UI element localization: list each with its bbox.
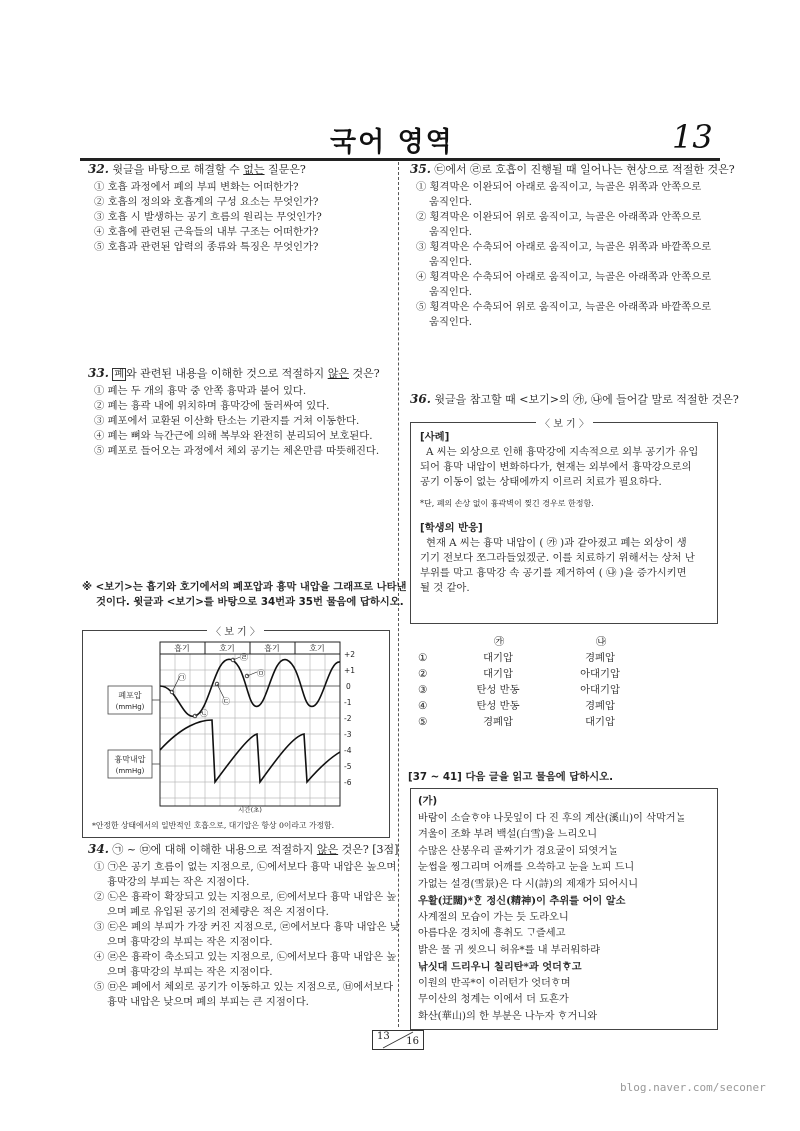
page-counter: 13 16: [372, 1030, 424, 1050]
poem-line: 바람이 소슬ᄒᆞ야 나뭇잎이 다 진 후의 계산(溪山)이 삭막거ᄂᆞᆯ: [418, 812, 686, 824]
pleural-unit: (mmHg): [115, 767, 145, 775]
option[interactable]: ⑤ 횡격막은 수축되어 위로 움직이고, 늑골은 아래쪽과 바깥쪽으로 움직인다.: [416, 301, 712, 328]
case-title: [사례]: [420, 431, 450, 443]
poem-line: 무이산의 청계는 이에서 더 됴흔가: [418, 994, 569, 1005]
point-label: ㉣: [240, 653, 248, 662]
bogi-box-label: 〈 보 기 〉: [536, 415, 593, 430]
option[interactable]: ④ 횡격막은 수축되어 아래로 움직이고, 늑골은 아래쪽과 안쪽으로 움직인다.: [416, 271, 712, 298]
option[interactable]: ④ 호흡에 관련된 근육들의 내부 구조는 어떠한가?: [94, 226, 319, 238]
poem-line: 화산(華山)의 한 부분은 나누자 ᄒᆞ거니와: [418, 1010, 598, 1022]
question-36-number: 36.: [410, 392, 431, 406]
option[interactable]: ③ 횡격막은 수축되어 아래로 움직이고, 늑골은 위쪽과 바깥쪽으로 움직인다.: [416, 241, 712, 268]
table-row[interactable]: ② 대기압 아대기압: [418, 668, 620, 680]
graph-footnote: *안정한 상태에서의 일반적인 호흡으로, 대기압은 항상 0이라고 가정함.: [92, 821, 335, 830]
case-note: *단, 폐의 손상 없이 흉곽벽이 찢긴 경우로 한정함.: [420, 499, 594, 508]
passage-content: [418, 794, 714, 1025]
passage-heading: [37 ~ 41] 다음 글을 읽고 물음에 답하시오.: [408, 771, 614, 783]
option[interactable]: ② 횡격막은 이완되어 위로 움직이고, 늑골은 아래쪽과 안쪽으로 움직인다.: [416, 211, 702, 238]
question-32-options: [94, 180, 322, 255]
response-title: [학생의 반응]: [420, 522, 483, 534]
question-32-stem: 32. 윗글을 바탕으로 해결할 수 없는 질문은?: [88, 162, 306, 176]
subject-title: 국어 영역: [330, 127, 454, 158]
table-header: ㉮ ㉯: [494, 636, 607, 648]
graph-box-label: 〈 보 기 〉: [207, 623, 264, 638]
y-tick: -4: [344, 746, 352, 755]
option[interactable]: ③ ㉢은 폐의 부피가 가장 커진 지점으로, ㉣에서보다 흉막 내압은 낮 으며 흉막강의 부피는 작은 지점이다.: [94, 921, 400, 948]
point-label: ㉤: [257, 669, 265, 678]
point-callouts: [172, 657, 257, 716]
passage-label: (가): [418, 796, 438, 807]
watermark: blog.naver.com/seconer: [620, 1081, 766, 1094]
y-tick: -5: [344, 762, 352, 771]
point-label: ㉢: [222, 697, 230, 706]
question-34-stem: 34. ㉠ ~ ㉤에 대해 이해한 내용으로 적절하지 않은 것은? [3점]: [88, 842, 399, 856]
y-tick: -6: [344, 778, 352, 787]
pressure-graph: [82, 632, 388, 836]
table-row[interactable]: ④ 탄성 반동 경폐압: [418, 700, 615, 712]
question-36-stem: 36. 윗글을 참고할 때 <보기>의 ㉮, ㉯에 들어갈 말로 적절한 것은?: [410, 392, 739, 406]
answer-table: [418, 634, 658, 730]
option[interactable]: ② 폐는 흉곽 내에 위치하며 흉막강에 둘러싸여 있다.: [94, 400, 330, 412]
poem-line: 가없는 설경(雪景)은 다 시(詩)의 제재가 되어시니: [418, 878, 639, 890]
point-label: ㉠: [178, 673, 186, 682]
option[interactable]: ④ ㉣은 흉곽이 축소되고 있는 지점으로, ㉡에서보다 흉막 내압은 높 으며 흉막강의 부피는 작은 지점이다.: [94, 951, 397, 978]
phase-label: 흡기: [174, 644, 190, 653]
option[interactable]: ③ 호흡 시 발생하는 공기 흐름의 원리는 무엇인가?: [94, 211, 322, 223]
poem-line: 우활(迂闊)*ᄒᆞᆫ 정신(精神)이 추위를 어이 알소: [418, 895, 626, 907]
table-row[interactable]: ③ 탄성 반동 아대기압: [418, 684, 620, 696]
option[interactable]: ① 폐는 두 개의 흉막 중 안쪽 흉막과 붙어 있다.: [94, 385, 307, 397]
option[interactable]: ① 호흡 과정에서 폐의 부피 변화는 어떠한가?: [94, 181, 299, 193]
phase-label: 호기: [309, 644, 325, 653]
poem-line: 눈썹을 찡그리며 어깨를 으쓱하고 눈을 노피 드니: [418, 862, 635, 873]
y-tick: -3: [344, 730, 352, 739]
y-tick: -1: [344, 698, 352, 707]
instruction-notice: ※ <보기>는 흡기와 호기에서의 폐포압과 흉막 내압을 그래프로 나타낸 것이다. 윗글과 <보기>를 바탕으로 34번과 35번 물음에 답하시오.: [82, 581, 407, 608]
alveolar-unit: (mmHg): [115, 703, 145, 711]
poem-line: 이원의 반곡*이 이러턴가 엇더ᄒᆞ며: [418, 977, 571, 989]
point-label: ㉡: [200, 709, 208, 718]
pleural-label: 흉막내압: [114, 755, 146, 764]
table-row[interactable]: ① 대기압 경폐압: [418, 652, 615, 664]
graph-grid: [160, 654, 340, 806]
phase-label: 흡기: [264, 644, 280, 653]
option[interactable]: ⑤ 폐포로 들어오는 과정에서 체외 공기는 체온만큼 따뜻해진다.: [94, 445, 380, 457]
poem-line: 낚싯대 드리우니 칠리탄*과 엇더ᄒᆞ고: [418, 961, 582, 973]
question-33-number: 33.: [88, 366, 109, 380]
point-markers: [170, 658, 249, 718]
option[interactable]: ② 호흡의 정의와 호흡계의 구성 요소는 무엇인가?: [94, 196, 319, 208]
question-35-number: 35.: [410, 162, 431, 176]
question-32-number: 32.: [88, 162, 109, 176]
option[interactable]: ④ 폐는 뼈와 늑간근에 의해 복부와 완전히 분리되어 보호된다.: [94, 430, 373, 442]
y-tick: -2: [344, 714, 352, 723]
header-rule: [80, 158, 720, 161]
bogi-content: [사례] A 씨는 외상으로 인해 흉막강에 지속적으로 외부 공기가 유입 되어 흉막 내압이 변화하다가, 현재는 외부에서 흉막강으로의 공기 이동이 없는 상태에까지 이르러 치료가 필요하다. *단, 폐의 손상 없이 흉곽벽이 찢긴 경우로 한정함. [학생의 반응] 현재 A 씨는 흉막 내압이 ( ㉮ )과 같아졌고 폐는 외상이 생 기기 전보다 쪼그라들었겠군. 이를 치료하기 위해서는 상처 난 부위를 막고 흉막강 속 공기를 제거하여 ( ㉯ )을 증가시키면 될 것 같아.: [420, 430, 710, 596]
question-34-options: [94, 860, 400, 1010]
poem-line: 밝은 물 귀 씻으니 허유*를 내 부러워하랴: [418, 944, 600, 956]
y-tick: 0: [346, 682, 351, 691]
page-number: 13: [672, 118, 713, 156]
poem-line: 아름다운 경치에 흥취도 ᄀᆞ즐세고: [418, 928, 566, 939]
option[interactable]: ⑤ ㉤은 폐에서 체외로 공기가 이동하고 있는 지점으로, ㉥에서보다 흉막 내압은 낮으며 폐의 부피는 큰 지점이다.: [94, 981, 394, 1008]
alveolar-label: 폐포압: [118, 691, 142, 700]
lung-mark: 폐: [114, 369, 125, 380]
option[interactable]: ① ㉠은 공기 흐름이 없는 지점으로, ㉡에서보다 흉막 내압은 높으며 흉막강의 부피는 작은 지점이다.: [94, 861, 397, 888]
question-35-options: [416, 180, 711, 330]
table-row[interactable]: ⑤ 경폐압 대기압: [418, 716, 615, 728]
question-33-options: [94, 384, 379, 459]
phase-label: 호기: [219, 644, 235, 653]
question-33-stem: 33. 폐 와 관련된 내용을 이해한 것으로 적절하지 않은 것은?: [88, 366, 380, 380]
poem-line: 겨울이 조화 부려 백설(白雪)을 느리오니: [418, 829, 598, 840]
option[interactable]: ⑤ 호흡과 관련된 압력의 종류와 특징은 무엇인가?: [94, 241, 319, 253]
option[interactable]: ① 횡격막은 이완되어 아래로 움직이고, 늑골은 위쪽과 안쪽으로 움직인다.: [416, 181, 702, 208]
question-35-stem: 35. ㉢에서 ㉣로 호흡이 진행될 때 일어나는 현상으로 적절한 것은?: [410, 162, 735, 176]
option[interactable]: ③ 폐포에서 교환된 이산화 탄소는 기관지를 거쳐 이동한다.: [94, 415, 360, 427]
poem-line: 수많은 산봉우리 골짜기가 경요굴이 되엿거ᄂᆞᆯ: [418, 845, 618, 857]
y-tick: +1: [344, 666, 356, 675]
question-34-number: 34.: [88, 842, 109, 856]
option[interactable]: ② ㉡은 흉곽이 확장되고 있는 지점으로, ㉢에서보다 흉막 내압은 높 으며 폐로 유입된 공기의 전체량은 적은 지점이다.: [94, 891, 397, 918]
y-tick: +2: [344, 650, 356, 659]
time-axis-label: 시간(초): [238, 806, 262, 814]
poem-line: 사계절의 모습이 가는 듯 도라오니: [418, 911, 569, 923]
